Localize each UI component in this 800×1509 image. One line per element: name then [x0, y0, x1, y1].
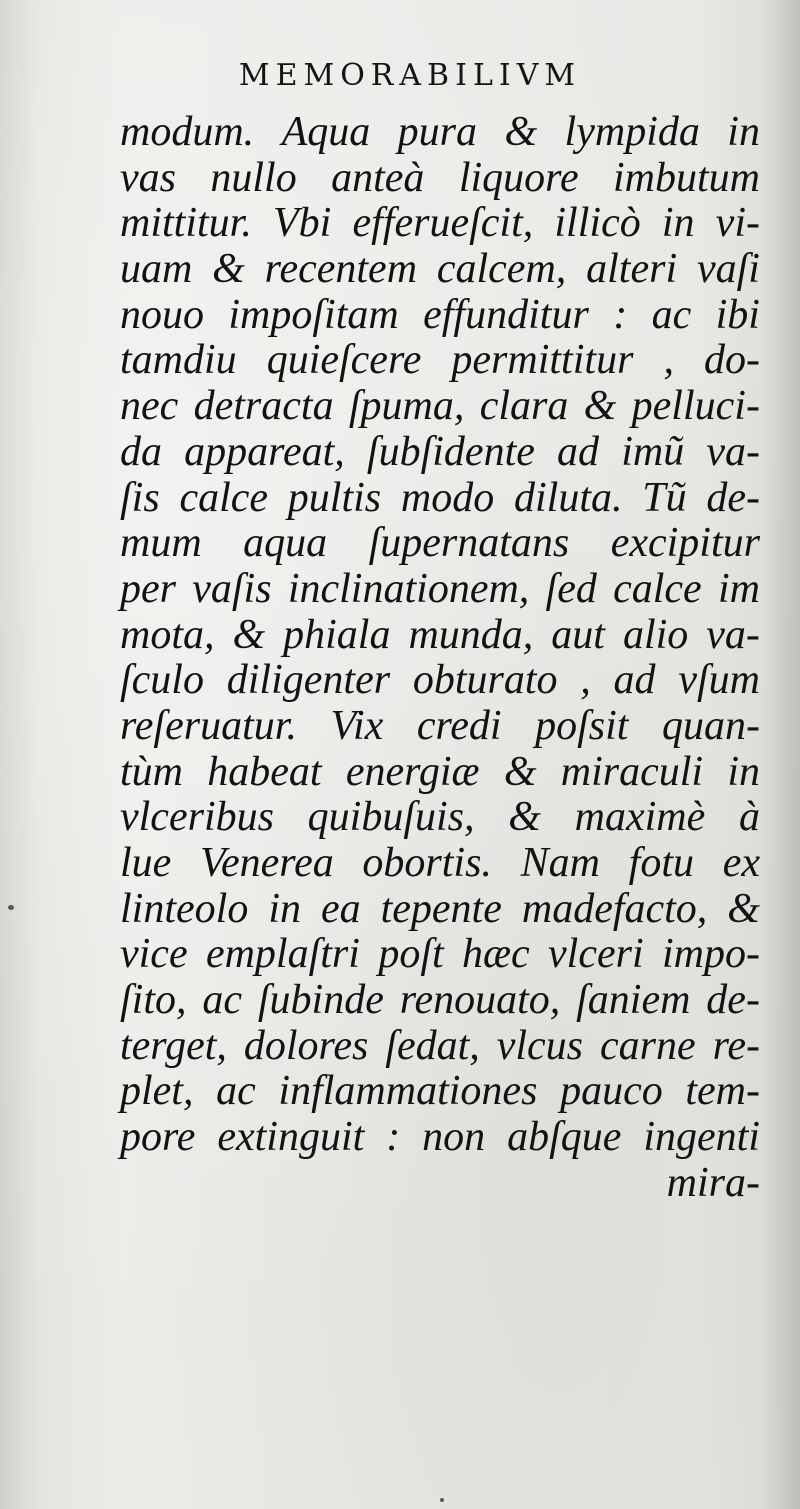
text-line: terget, dolores ſedat, vlcus carne re- [120, 1022, 760, 1069]
text-line: ſis calce pultis modo diluta. Tũ de- [120, 474, 760, 521]
text-line: vlceribus quibuſuis, & maximè à [120, 794, 760, 841]
ink-speck [8, 905, 14, 910]
text-line: mittitur. Vbi efferueſcit, illicò in vi- [120, 200, 760, 247]
text-line: tùm habeat energiæ & miraculi in [120, 748, 760, 795]
text-line: mum aqua ſupernatans excipitur [120, 520, 760, 567]
text-line: pore extinguit : non abſque ingenti [120, 1114, 760, 1161]
text-line: ſculo diligenter obturato , ad vſum [120, 657, 760, 704]
text-line: lue Venerea obortis. Nam fotu ex [120, 840, 760, 886]
text-line: vice emplaſtri poſt hæc vlceri impo- [120, 931, 760, 978]
text-line: linteolo in ea tepente madefacto, & [120, 885, 760, 932]
text-line: plet, ac inflammationes pauco tem- [120, 1068, 760, 1115]
text-line: nouo impoſitam effunditur : ac ibi [120, 291, 760, 338]
text-line: reſeruatur. Vix credi poſsit quan- [120, 702, 760, 749]
text-line: uam & recentem calcem, alteri vaſi [120, 246, 760, 293]
page-edge-shadow [762, 0, 800, 1509]
text-line: modum. Aqua pura & lympida in [120, 109, 760, 155]
catchword: mira- [666, 1159, 760, 1206]
text-line: vas nullo anteà liquore imbutum [120, 154, 760, 201]
body-text [120, 110, 760, 1207]
text-line: nec detracta ſpuma, clara & pelluci- [120, 383, 760, 430]
text-line: tamdiu quieſcere permittitur , do- [120, 337, 760, 384]
ink-speck [440, 1498, 444, 1502]
text-line: per vaſis inclinationem, ſed calce im [120, 565, 760, 612]
text-line: ſito, ac ſubinde renouato, ſaniem de- [120, 977, 760, 1024]
text-line: da appareat, ſubſidente ad imũ va- [120, 428, 760, 475]
text-line: mota, & phiala munda, aut alio va- [120, 611, 760, 658]
running-head: MEMORABILIVM [238, 58, 582, 93]
